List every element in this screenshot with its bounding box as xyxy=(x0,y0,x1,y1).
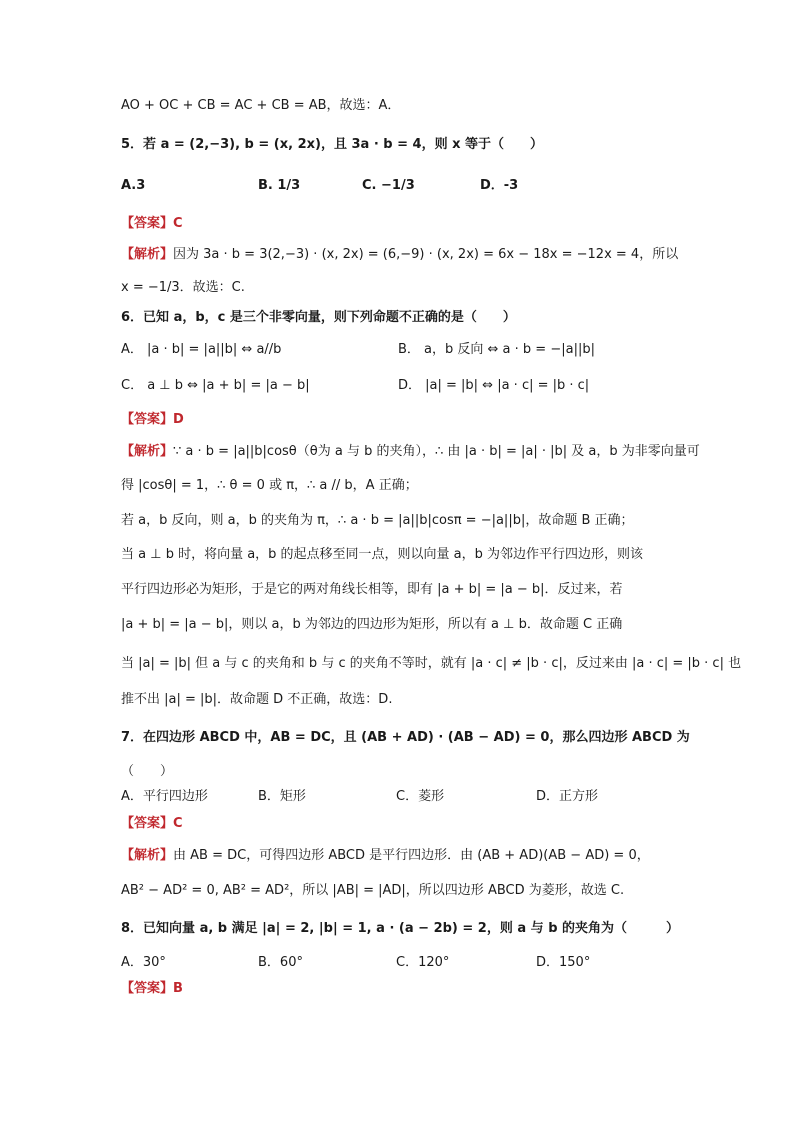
q7-answer: 【答案】C xyxy=(121,816,183,831)
q6-option-c: C． a ⊥ b ⇔ |a + b| = |a − b| xyxy=(121,378,310,393)
q7-option-d: D．正方形 xyxy=(536,789,599,804)
q6-solution-line4: 当 a ⊥ b 时，将向量 a，b 的起点移至同一点，则以向量 a，b 为邻边作平行四边形，则该 xyxy=(121,547,644,562)
q7-option-a: A．平行四边形 xyxy=(121,789,208,804)
q8-option-b: B．60° xyxy=(258,955,303,970)
q7-solution-line2: AB² − AD² = 0, AB² = AD²，所以 |AB| = |AD|，所以四边形 ABCD 为菱形，故选 C. xyxy=(121,883,625,898)
q6-answer: 【答案】D xyxy=(121,412,184,427)
q6-solution-line2: 得 |cosθ| = 1，∴ θ = 0 或 π，∴ a // b，A 正确； xyxy=(121,478,418,493)
q6-option-d: D． |a| = |b| ⇔ |a · c| = |b · c| xyxy=(398,378,590,393)
q6-solution-line5: 平行四边形必为矩形，于是它的两对角线长相等，即有 |a + b| = |a − b|．反过来，若 xyxy=(121,582,623,597)
q6-solution-line3: 若 a，b 反向，则 a，b 的夹角为 π，∴ a · b = |a||b|cosπ = −|a||b|，故命题 B 正确； xyxy=(121,513,634,528)
q6-solution-line1: 【解析】∵ a · b = |a||b|cosθ（θ为 a 与 b 的夹角），∴ 由 |a · b| = |a| · |b| 及 a，b 为非零向量可 xyxy=(121,444,700,459)
q8-option-a: A．30° xyxy=(121,955,166,970)
q6-solution-line8: 推不出 |a| = |b|．故命题 D 不正确，故选：D. xyxy=(121,692,393,707)
question-6: 6．已知 a，b，c 是三个非零向量，则下列命题不正确的是（ ） xyxy=(121,310,516,325)
q6-solution-line7: 当 |a| = |b| 但 a 与 c 的夹角和 b 与 c 的夹角不等时，就有 |a · c| ≠ |b · c|，反过来由 |a · c| = |b · c| 也 xyxy=(121,656,742,671)
q5-solution-line2: x = −1/3．故选：C. xyxy=(121,280,245,295)
q6-option-a: A． |a · b| = |a||b| ⇔ a//b xyxy=(121,342,282,357)
question-5: 5．若 a = (2,−3), b = (x, 2x)，且 3a · b = 4，则 x 等于（ ） xyxy=(121,137,544,152)
q6-option-b: B． a，b 反向 ⇔ a · b = −|a||b| xyxy=(398,342,595,357)
q8-option-d: D．150° xyxy=(536,955,591,970)
q5-solution-line1: 【解析】因为 3a · b = 3(2,−3) · (x, 2x) = (6,−9) · (x, 2x) = 6x − 18x = −12x = 4，所以 xyxy=(121,247,679,262)
q7-solution-line1: 【解析】由 AB = DC，可得四边形 ABCD 是平行四边形．由 (AB + AD)(AB − AD) = 0， xyxy=(121,848,650,863)
q5-option-a: A.3 xyxy=(121,178,146,193)
question-7: 7．在四边形 ABCD 中，AB = DC，且 (AB + AD) · (AB − AD) = 0，那么四边形 ABCD 为 xyxy=(121,730,690,745)
q8-answer: 【答案】B xyxy=(121,981,183,996)
q7-parentheses: （ ） xyxy=(121,764,174,779)
q5-option-d: D．-3 xyxy=(480,178,519,193)
q7-option-b: B．矩形 xyxy=(258,789,306,804)
q5-option-c: C. −1/3 xyxy=(362,178,415,193)
line-vector-sum: AO + OC + CB = AC + CB = AB，故选：A． xyxy=(121,98,401,113)
q5-answer: 【答案】C xyxy=(121,216,183,231)
q7-option-c: C．菱形 xyxy=(396,789,445,804)
q5-option-b: B. 1/3 xyxy=(258,178,301,193)
q8-option-c: C．120° xyxy=(396,955,450,970)
question-8: 8．已知向量 a, b 满足 |a| = 2, |b| = 1, a · (a − 2b) = 2，则 a 与 b 的夹角为（ ） xyxy=(121,921,680,936)
q6-solution-line6: |a + b| = |a − b|，则以 a，b 为邻边的四边形为矩形，所以有 a ⊥ b．故命题 C 正确 xyxy=(121,617,623,632)
